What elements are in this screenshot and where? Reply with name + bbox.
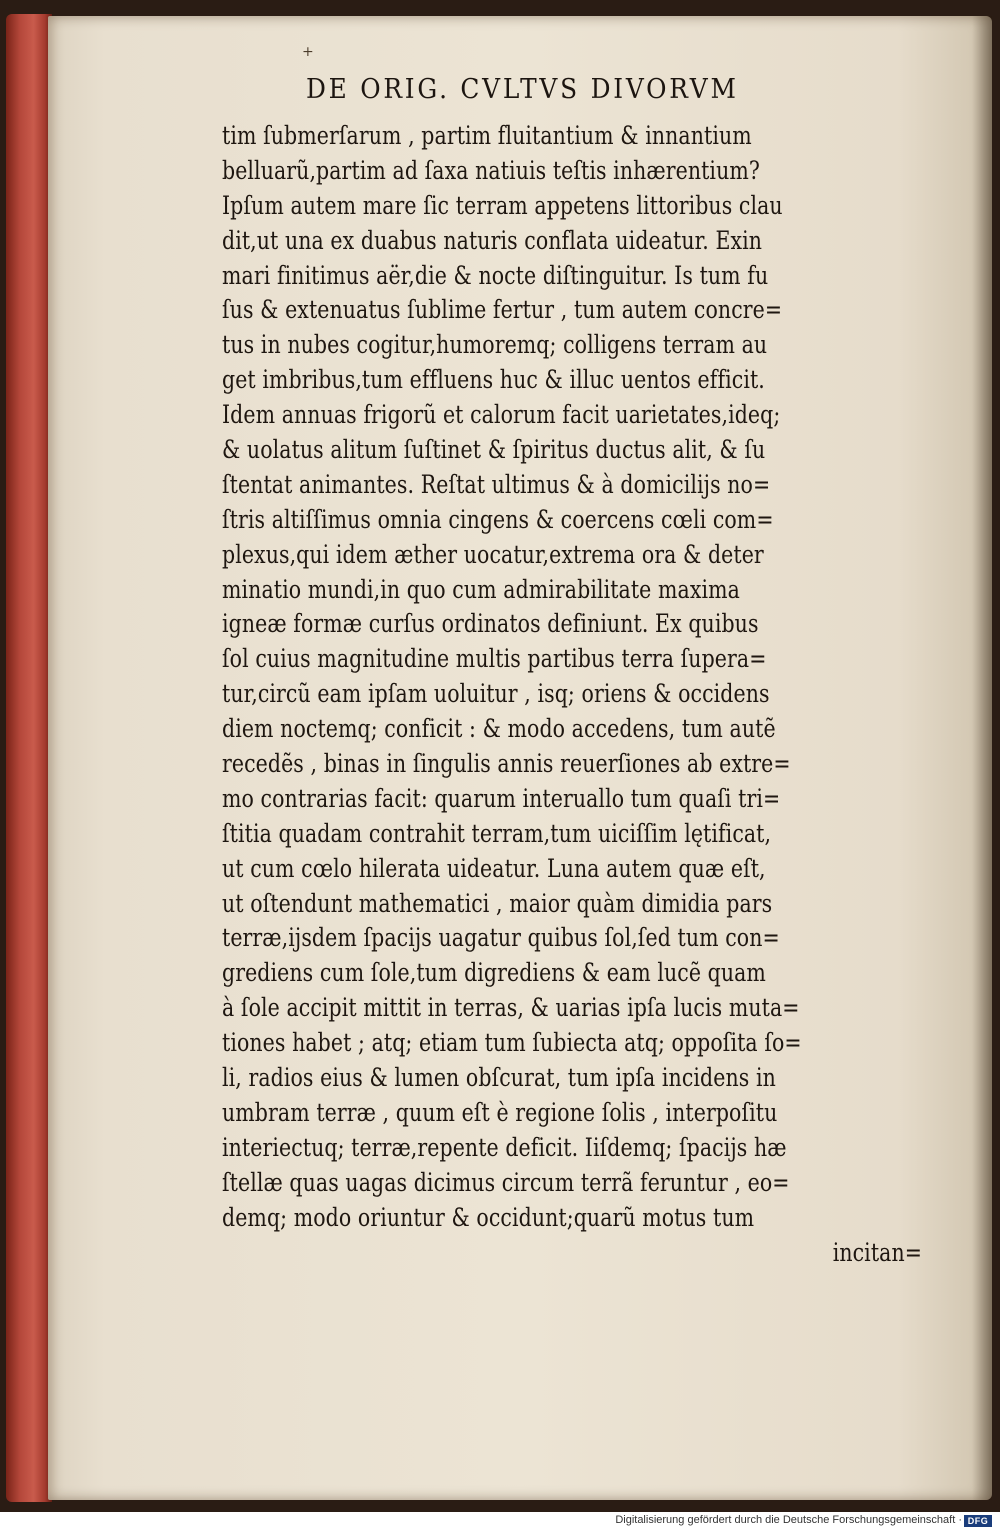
text-line: belluarũ,partim ad ſaxa natiuis teſtis inhærentium?: [222, 155, 760, 185]
text-line: tiones habet ; atq; etiam tum ſubiecta atq; oppoſita ſo=: [222, 1028, 802, 1058]
text-line: Ipſum autem mare ſic terram appetens littoribus clau: [222, 190, 783, 220]
text-line: ſol cuius magnitudine multis partibus terra ſupera=: [222, 644, 767, 674]
text-line: tur,circũ eam ipſam uoluitur , isq; oriens & occidens: [222, 679, 770, 709]
text-line: demq; modo oriuntur & occidunt;quarũ motus tum: [222, 1202, 755, 1232]
text-line: tus in nubes cogitur,humoremq; colligens terram au: [222, 330, 768, 360]
text-line: minatio mundi,in quo cum admirabilitate maxima: [222, 574, 740, 604]
text-line: plexus,qui idem æther uocatur,extrema ora & deter: [222, 539, 764, 569]
text-line: diem noctemq; conficit : & modo accedens, tum autẽ: [222, 714, 776, 744]
text-line: tim ſubmerſarum , partim fluitantium & innantium: [222, 121, 752, 150]
text-line: Idem annuas frigorũ et calorum facit uarietates,ideq;: [222, 400, 781, 430]
text-line: ſtellæ quas uagas dicimus circum terrã feruntur , eo=: [222, 1167, 790, 1197]
text-line: umbram terræ , quum eſt è regione ſolis , interpoſitu: [222, 1097, 778, 1127]
catchword: incitan=: [832, 1237, 922, 1267]
page-shadow: [972, 16, 992, 1500]
text-line: li, radios eius & lumen obſcurat, tum ipſa incidens in: [222, 1063, 776, 1093]
text-line: mari finitimus aër,die & nocte diſtinguitur. Is tum fu: [222, 260, 769, 290]
running-head: DE ORIG. CVLTVS DIVORVM: [306, 74, 739, 105]
text-line: ſtris altiſſimus omnia cingens & coercens cœli com=: [222, 504, 774, 534]
ornament-mark: +: [302, 44, 314, 60]
text-line: grediens cum ſole,tum digrediens & eam lucẽ quam: [222, 958, 766, 988]
book-page-edges: [6, 14, 52, 1502]
footer-credit: Digitalisierung gefördert durch die Deutsche Forschungsgemeinschaft ·: [615, 1514, 962, 1526]
text-line: ut cum cœlo hilerata uideatur. Luna autem quæ eſt,: [222, 853, 766, 883]
text-line: get imbribus,tum effluens huc & illuc uentos efficit.: [222, 365, 765, 395]
text-line: ſus & extenuatus ſublime fertur , tum autem concre=: [222, 295, 783, 325]
text-line: ut oſtendunt mathematici , maior quàm dimidia pars: [222, 888, 773, 918]
text-line: ſtentat animantes. Reſtat ultimus & à domicilijs no=: [222, 469, 771, 499]
text-line: interiectuq; terræ,repente deficit. Iiſdemq; ſpacijs hæ: [222, 1132, 787, 1162]
text-line: recedẽs , binas in ſingulis annis reuerſiones ab extre=: [222, 749, 791, 779]
text-line: igneæ formæ curſus ordinatos definiunt. Ex quibus: [222, 609, 759, 639]
text-line: mo contrarias facit: quarum interuallo tum quaſi tri=: [222, 783, 781, 813]
text-line: terræ,ijsdem ſpacijs uagatur quibus ſol,ſed tum con=: [222, 923, 780, 953]
text-line: & uolatus alitum ſuſtinet & ſpiritus ductus alit, & ſu: [222, 435, 766, 465]
text-block: [222, 119, 922, 1270]
text-line: dit,ut una ex duabus naturis conflata uideatur. Exin: [222, 225, 763, 255]
text-line: à ſole accipit mittit in terras, & uarias ipſa lucis muta=: [222, 993, 800, 1023]
dfg-logo: DFG: [964, 1515, 992, 1527]
text-line: ſtitia quadam contrahit terram,tum uiciſſim lętificat,: [222, 818, 772, 848]
